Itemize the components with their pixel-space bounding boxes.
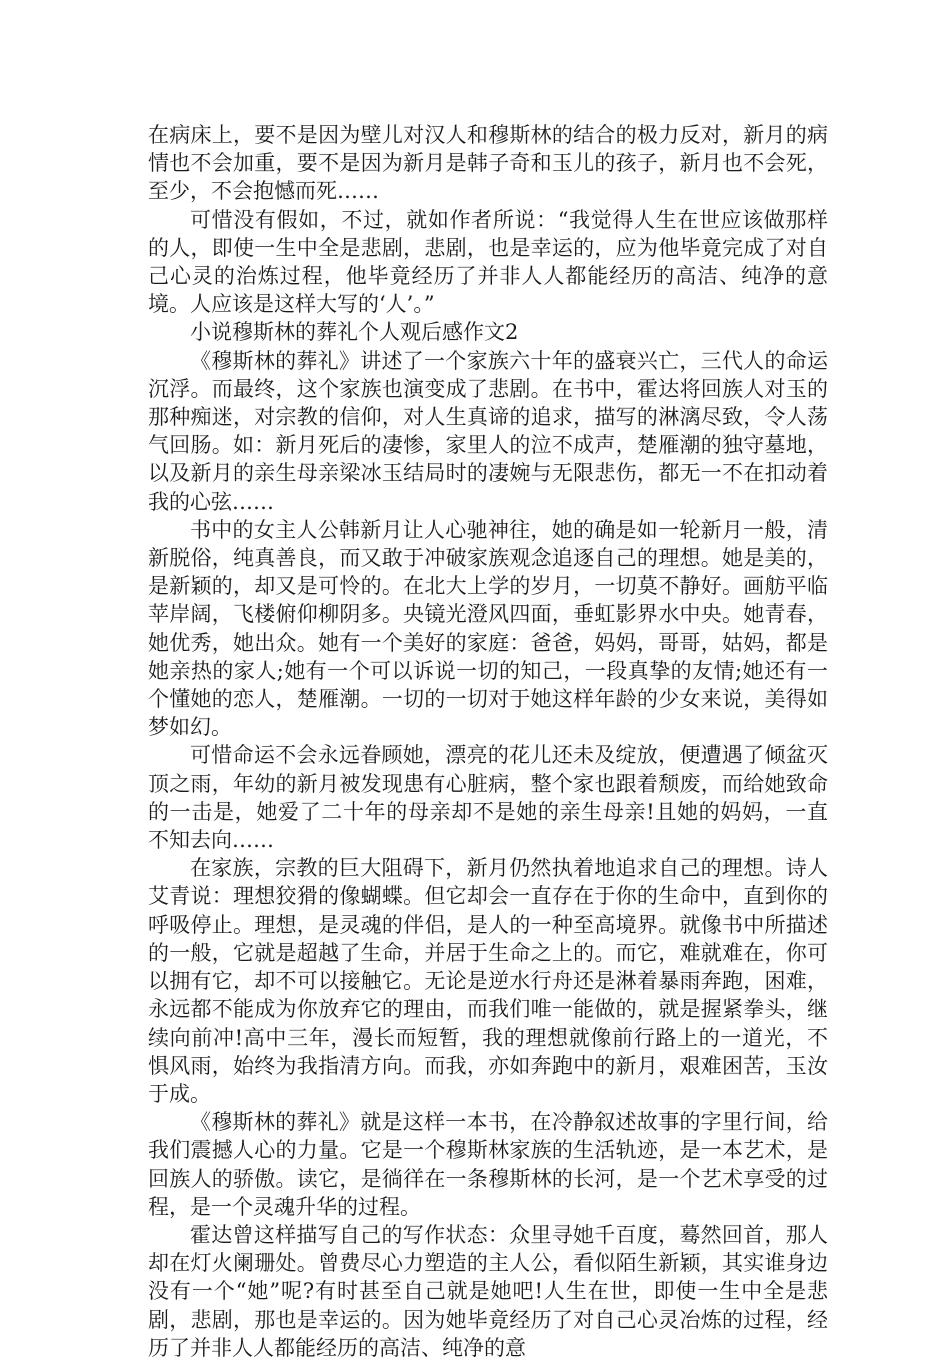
section-heading: 小说穆斯林的葬礼个人观后感作文2 xyxy=(190,320,519,345)
paragraph-8: 霍达曾这样描写自己的写作状态：众里寻她千百度，蓦然回首，那人却在灯火阑珊处。曾费尽心力塑造的主人公，看似陌生新颖，其实谁身边没有一个“她”呢?有时甚至自己就是她吧!人生在世，即使一生中全是悲剧，悲剧，那也是幸运的。因为她毕竟经历了对自己心灵冶炼的过程，经历了并非人人都能经历的高洁、纯净的意 xyxy=(148,1222,828,1360)
paragraph-6: 在家族，宗教的巨大阻碍下，新月仍然执着地追求自己的理想。诗人艾青说：理想狡猾的像蝴蝶。但它却会一直存在于你的生命中，直到你的呼吸停止。理想，是灵魂的伴侣，是人的一种至高境界。就像书中所描述的一般，它就是超越了生命，并居于生命之上的。而它，难就难在，你可以拥有它，却不可以接触它。无论是逆水行舟还是淋着暴雨奔跑，困难，永远都不能成为你放弃它的理由，而我们唯一能做的，就是握紧拳头，继续向前冲!高中三年，漫长而短暂，我的理想就像前行路上的一道光，不惧风雨，始终为我指清方向。而我，亦如奔跑中的新月，艰难困苦，玉汝于成。 xyxy=(148,856,828,1106)
paragraph-7: 《穆斯林的葬礼》就是这样一本书，在冷静叙述故事的字里行间，给我们震撼人心的力量。它是一个穆斯林家族的生活轨迹，是一本艺术，是回族人的骄傲。读它，是徜徉在一条穆斯林的长河，是一个艺术享受的过程，是一个灵魂升华的过程。 xyxy=(148,1110,828,1219)
paragraph-5: 可惜命运不会永远眷顾她，漂亮的花儿还未及绽放，便遭遇了倾盆灭顶之雨，年幼的新月被发现患有心脏病，整个家也跟着颓废，而给她致命的一击是，她爱了二十年的母亲却不是她的亲生母亲!且她的妈妈，一直不知去向…… xyxy=(148,743,828,853)
paragraph-1: 在病床上，要不是因为壁儿对汉人和穆斯林的结合的极力反对，新月的病情也不会加重，要不是因为新月是韩子奇和玉儿的孩子，新月也不会死，至少，不会抱憾而死…… xyxy=(148,123,828,204)
paragraph-3: 《穆斯林的葬礼》讲述了一个家族六十年的盛衰兴亡，三代人的命运沉浮。而最终，这个家族也演变成了悲剧。在书中，霍达将回族人对玉的那种痴迷，对宗教的信仰，对人生真谛的追求，描写的淋漓尽致，令人荡气回肠。如：新月死后的凄惨，家里人的泣不成声，楚雁潮的独守墓地，以及新月的亲生母亲梁冰玉结局时的凄婉与无限悲伤，都无一不在扣动着我的心弦…… xyxy=(148,348,828,514)
paragraph-2: 可惜没有假如，不过，就如作者所说：“我觉得人生在世应该做那样的人，即使一生中全是悲剧，悲剧，也是幸运的，应为他毕竟完成了对自己心灵的治炼过程，他毕竟经历了并非人人都能经历的高洁、纯净的意境。人应该是这样大写的‘人’。” xyxy=(148,207,828,317)
document-page xyxy=(148,121,828,1362)
paragraph-4: 书中的女主人公韩新月让人心驰神往，她的确是如一轮新月一般，清新脱俗，纯真善良，而又敢于冲破家族观念追逐自己的理想。她是美的，是新颖的，却又是可怜的。在北大上学的岁月，一切莫不静好。画舫平临苹岸阔，飞楼俯仰柳阴多。央镜光澄风四面，垂虹影界水中央。她青春，她优秀，她出众。她有一个美好的家庭：爸爸，妈妈，哥哥，姑妈，都是她亲热的家人;她有一个可以诉说一切的知己，一段真挚的友情;她还有一个懂她的恋人，楚雁潮。一切的一切对于她这样年龄的少女来说，美得如梦如幻。 xyxy=(148,517,828,740)
